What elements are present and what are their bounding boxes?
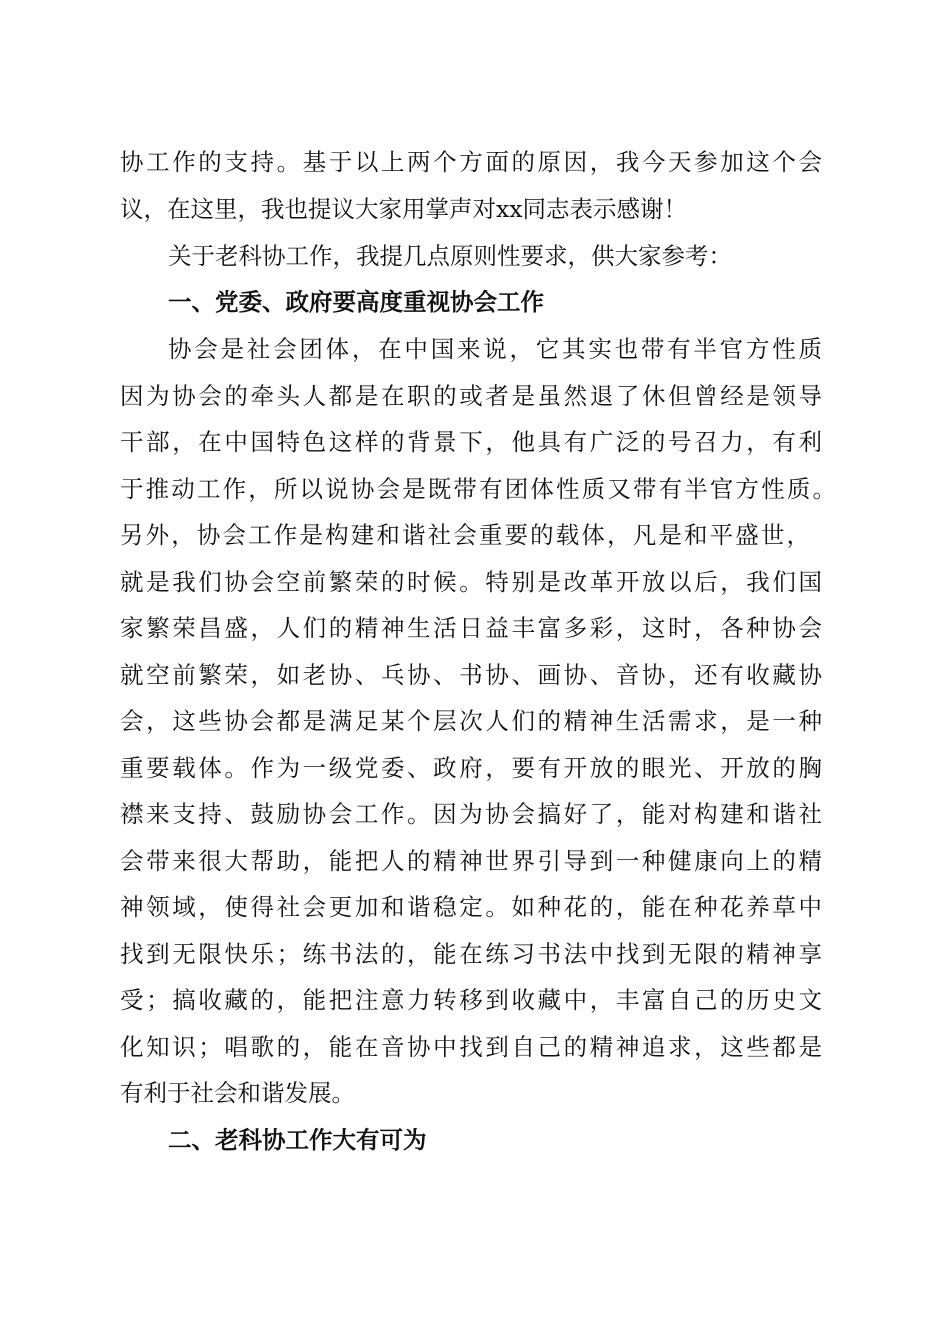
text-line: 受；搞收藏的，能把注意力转移到收藏中，丰富自己的历史文 (120, 986, 822, 1014)
text-line: 重要载体。作为一级党委、政府，要有开放的眼光、开放的胸 (120, 754, 822, 782)
text-line: 襟来支持、鼓励协会工作。因为协会搞好了，能对构建和谐社 (120, 800, 822, 828)
text-line: 有利于社会和谐发展。 (120, 1079, 355, 1107)
text-line: 关于老科协工作，我提几点原则性要求，供大家参考： (168, 242, 732, 270)
text-line: 另外，协会工作是构建和谐社会重要的载体，凡是和平盛世， (120, 521, 810, 549)
text-line: 会，这些协会都是满足某个层次人们的精神生活需求，是一种 (120, 707, 822, 735)
text-line: 因为协会的牵头人都是在职的或者是虽然退了休但曾经是领导 (120, 382, 822, 410)
text-line: 就空前繁荣，如老协、乓协、书协、画协、音协，还有收藏协 (120, 661, 822, 689)
section-heading-1: 一、党委、政府要高度重视协会工作 (168, 288, 544, 316)
text-line: 家繁荣昌盛，人们的精神生活日益丰富多彩，这时，各种协会 (120, 614, 822, 642)
text-line: 协会是社会团体，在中国来说，它其实也带有半官方性质 (168, 335, 822, 363)
text-line: 协工作的支持。基于以上两个方面的原因，我今天参加这个会 (120, 148, 822, 176)
text-line: 议，在这里，我也提议大家用掌声对xx同志表示感谢！ (120, 195, 688, 223)
text-line: 找到无限快乐；练书法的，能在练习书法中找到无限的精神享 (120, 940, 822, 968)
text-line: 于推动工作，所以说协会是既带有团体性质又带有半官方性质。 (120, 475, 836, 503)
text-line: 神领域，使得社会更加和谐稳定。如种花的，能在种花养草中 (120, 893, 822, 921)
text-line: 就是我们协会空前繁荣的时候。特别是改革开放以后，我们国 (120, 568, 822, 596)
text-line: 化知识；唱歌的，能在音协中找到自己的精神追求，这些都是 (120, 1033, 822, 1061)
text-line: 干部，在中国特色这样的背景下，他具有广泛的号召力，有利 (120, 428, 822, 456)
section-heading-2: 二、老科协工作大有可为 (168, 1126, 427, 1154)
text-line: 会带来很大帮助，能把人的精神世界引导到一种健康向上的精 (120, 847, 822, 875)
